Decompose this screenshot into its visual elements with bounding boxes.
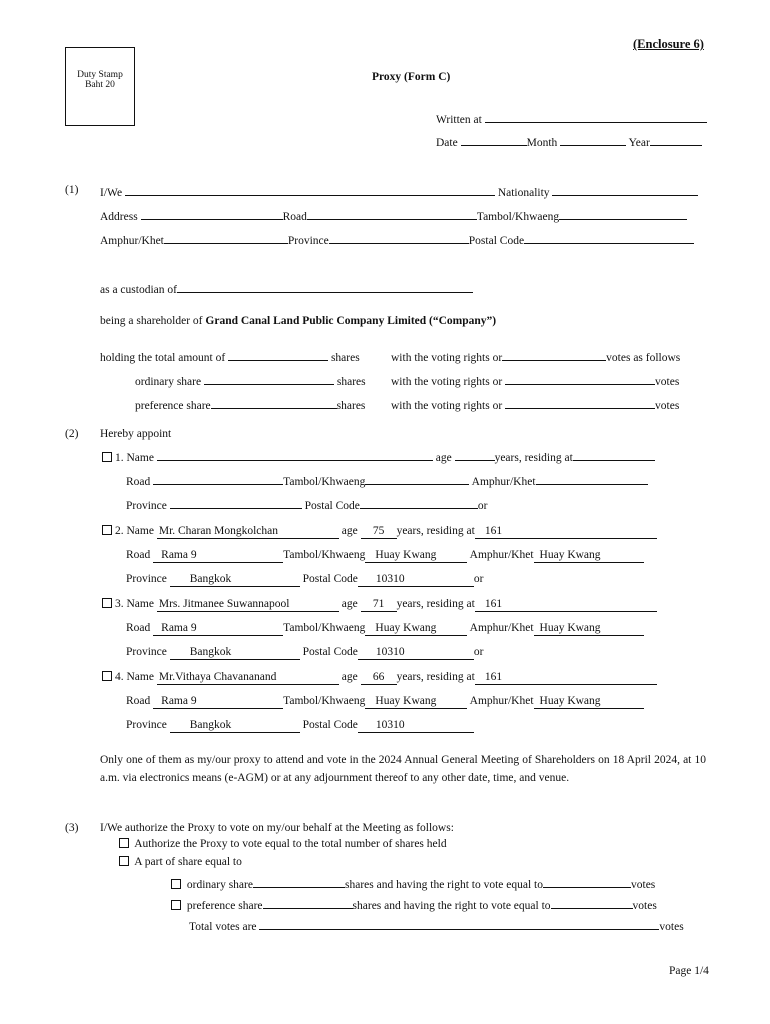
amphur-label: Amphur/Khet [469,695,534,707]
proxy1-checkbox[interactable] [102,452,112,462]
proxy4-amphur-field[interactable]: Huay Kwang [534,694,644,709]
postal-field[interactable] [524,231,694,244]
proxy2-province-row [126,572,484,587]
proxy1-province-row [126,499,488,513]
proxy3-checkbox[interactable] [102,598,112,608]
duty-stamp-box [65,47,135,126]
iwe-row [100,183,698,200]
written-at-field[interactable] [485,110,707,123]
age-label: age [341,525,358,537]
total-votes-row [189,917,684,934]
year-label: Year [628,137,650,149]
option2-row [119,855,242,869]
road-label: Road [126,622,151,634]
section3-number: (3) [65,822,79,834]
preference-votes-field[interactable] [505,396,655,409]
proxy1-num: 1. [115,452,124,464]
total-votes-unit: votes [659,921,684,933]
opt-ordinary-row [171,875,655,892]
custodian-row [100,280,473,297]
holding-shares-field[interactable] [228,348,328,361]
proxy3-address-field[interactable]: 161 [475,597,657,612]
option1-checkbox[interactable] [119,838,129,848]
proxy2-checkbox[interactable] [102,525,112,535]
address-field[interactable] [141,207,283,220]
proxy3-tambol-field[interactable]: Huay Kwang [365,621,467,636]
shareholder-row [100,314,496,328]
proxy4-age-field[interactable]: 66 [361,670,397,685]
road-field[interactable] [307,207,477,220]
preference-voting-label: with the voting rights or [391,400,503,412]
name-label: Name [126,452,154,464]
opt-preference-shares-right: shares and having the right to vote equal to [352,900,551,912]
votes-as-follows-label: votes as follows [606,352,681,364]
ordinary-votes-label: votes [655,376,680,388]
proxy1-road-row [126,475,648,489]
amphur-label: Amphur/Khet [100,235,164,247]
month-label: Month [526,137,558,149]
section3-intro: I/We authorize the Proxy to vote on my/our behalf at the Meeting as follows: [100,822,454,834]
name-label: Name [126,598,154,610]
province-label: Province [126,573,167,585]
opt-ordinary-label: ordinary share [186,879,253,891]
appoint-label: Hereby appoint [100,428,172,440]
opt-preference-votes-field[interactable] [551,896,633,909]
tambol-label: Tambol/Khwaeng [283,622,366,634]
province-label: Province [287,235,329,247]
proxy2-road-row [126,548,644,563]
proxy2-name-field[interactable]: Mr. Charan Mongkolchan [157,524,339,539]
province-label: Province [126,500,167,512]
ordinary-shares-field[interactable] [204,372,334,385]
proxy4-name-row [102,670,657,685]
proxy2-num: 2. [115,525,124,537]
company-name: Grand Canal Land Public Company Limited (“Company”) [205,315,497,327]
years-residing-label: years, residing at [494,452,573,464]
proxy3-province-row [126,645,484,660]
road-label: Road [126,695,151,707]
month-field[interactable] [560,133,626,146]
proxy1-postal-field[interactable] [360,508,478,509]
total-votes-label: Total votes are [189,921,257,933]
ordinary-label: ordinary share [135,376,202,388]
opt-ordinary-votes-field[interactable] [543,875,631,888]
holding-row [100,348,360,365]
page-number: Page 1/4 [669,965,709,977]
tambol-field[interactable] [559,207,687,220]
only-one-paragraph: Only one of them as my/our proxy to attend and vote in the 2024 Annual General Meeting of Shareholders on 18 April 2024, at 10 a.m. via electronics means (e-AGM) or at any adjournment thereof to any other date, time, and venue. [100,754,706,784]
section1-number: (1) [65,184,79,196]
proxy3-age-field[interactable]: 71 [361,597,397,612]
years-residing-label: years, residing at [396,671,475,683]
ordinary-shares-label: shares [336,376,366,388]
province-label: Province [126,719,167,731]
proxy4-tambol-field[interactable]: Huay Kwang [365,694,467,709]
opt-preference-row [171,896,657,913]
opt-ordinary-votes-label: votes [631,879,656,891]
option2-checkbox[interactable] [119,856,129,866]
written-at-label: Written at [436,114,482,126]
section2-number: (2) [65,428,79,440]
opt-preference-shares-field[interactable] [263,896,353,909]
tambol-label: Tambol/Khwaeng [283,549,366,561]
holding-votes-field[interactable] [502,348,606,361]
proxy1-tambol-field[interactable] [365,484,469,485]
address-label: Address [100,211,138,223]
proxy4-road-row [126,694,644,709]
postal-label: Postal Code [302,573,358,585]
proxy1-amphur-field[interactable] [536,484,648,485]
amphur-label: Amphur/Khet [471,476,536,488]
proxy2-tambol-field[interactable]: Huay Kwang [365,548,467,563]
voting-rights-label: with the voting rights or [391,352,503,364]
nationality-field[interactable] [552,183,698,196]
custodian-label: as a custodian of [100,284,177,296]
preference-shares-label: shares [336,400,366,412]
proxy4-checkbox[interactable] [102,671,112,681]
province-label: Province [126,646,167,658]
opt-ordinary-shares-field[interactable] [253,875,345,888]
road-label: Road [126,476,151,488]
road-label: Road [282,211,307,223]
age-label: age [341,598,358,610]
opt-preference-votes-label: votes [632,900,657,912]
or-label: or [473,646,484,658]
amphur-label: Amphur/Khet [469,549,534,561]
option2-label: A part of share equal to [134,856,242,868]
province-field[interactable] [329,231,469,244]
shareholder-prefix: being a shareholder of [100,315,203,327]
proxy4-road-field[interactable]: Rama 9 [153,694,283,709]
years-residing-label: years, residing at [396,598,475,610]
date-field[interactable] [461,133,527,146]
postal-label: Postal Code [302,719,358,731]
proxy1-road-field[interactable] [153,484,283,485]
custodian-field[interactable] [177,280,473,293]
years-residing-label: years, residing at [396,525,475,537]
proxy2-amphur-field[interactable]: Huay Kwang [534,548,644,563]
shares-label: shares [330,352,360,364]
ordinary-voting-label: with the voting rights or [391,376,503,388]
proxy3-amphur-field[interactable]: Huay Kwang [534,621,644,636]
iwe-field[interactable] [125,183,495,196]
age-label: age [341,671,358,683]
option1-label: Authorize the Proxy to vote equal to the total number of shares held [134,838,447,850]
iwe-label: I/We [100,187,123,199]
or-label: or [473,573,484,585]
ordinary-row [135,372,366,389]
tambol-label: Tambol/Khwaeng [283,476,366,488]
proxy1-name-field[interactable] [157,460,433,461]
opt-preference-checkbox[interactable] [171,900,181,910]
amphur-field[interactable] [164,231,288,244]
name-label: Name [126,525,154,537]
proxy3-postal-field[interactable]: 10310 [358,645,474,660]
postal-label: Postal Code [302,646,358,658]
amphur-label: Amphur/Khet [469,622,534,634]
opt-ordinary-shares-right: shares and having the right to vote equal to [344,879,543,891]
or-label: or [477,500,488,512]
amphur-row [100,231,694,248]
preference-votes-label: votes [655,400,680,412]
proxy3-road-field[interactable]: Rama 9 [153,621,283,636]
preference-shares-field[interactable] [211,396,337,409]
stamp-line1: Duty Stamp [77,70,123,80]
name-label: Name [126,671,154,683]
proxy2-road-field[interactable]: Rama 9 [153,548,283,563]
proxy2-age-field[interactable]: 75 [361,524,397,539]
option1-row [119,837,447,851]
total-votes-field[interactable] [259,917,659,930]
proxy1-name-row [102,451,655,465]
postal-label: Postal Code [304,500,360,512]
proxy3-num: 3. [115,598,124,610]
proxy1-age-field[interactable] [455,460,495,461]
date-label: Date [436,137,458,149]
address-row [100,207,687,224]
proxy3-name-field[interactable]: Mrs. Jitmanee Suwannapool [157,597,339,612]
proxy4-province-row [126,718,474,733]
ordinary-votes [391,372,679,389]
opt-ordinary-checkbox[interactable] [171,879,181,889]
form-title: Proxy (Form C) [372,71,451,83]
preference-votes [391,396,679,413]
proxy4-num: 4. [115,671,124,683]
postal-label: Postal Code [468,235,525,247]
preference-row [135,396,365,413]
date-row [436,133,702,150]
road-label: Road [126,549,151,561]
opt-preference-label: preference share [186,900,263,912]
proxy3-province-field[interactable]: Bangkok [170,645,300,660]
proxy3-road-row [126,621,644,636]
proxy4-address-field[interactable]: 161 [475,670,657,685]
stamp-line2: Baht 20 [85,80,115,90]
proxy4-name-field[interactable]: Mr.Vithaya Chavananand [157,670,339,685]
proxy1-province-field[interactable] [170,508,302,509]
ordinary-votes-field[interactable] [505,372,655,385]
proxy2-address-field[interactable]: 161 [475,524,657,539]
year-field[interactable] [650,133,702,146]
nationality-label: Nationality [497,187,550,199]
tambol-label: Tambol/Khwaeng [283,695,366,707]
proxy2-postal-field[interactable]: 10310 [358,572,474,587]
holding-label: holding the total amount of [100,352,226,364]
proxy4-postal-field[interactable]: 10310 [358,718,474,733]
age-label: age [435,452,452,464]
written-at-row [436,110,707,127]
proxy4-province-field[interactable]: Bangkok [170,718,300,733]
tambol-label: Tambol/Khwaeng [476,211,560,223]
proxy2-name-row [102,524,657,539]
holding-votes [391,348,680,365]
proxy2-province-field[interactable]: Bangkok [170,572,300,587]
preference-label: preference share [135,400,211,412]
proxy3-name-row [102,597,657,612]
proxy1-address-field[interactable] [573,460,655,461]
enclosure-label: (Enclosure 6) [633,37,704,51]
